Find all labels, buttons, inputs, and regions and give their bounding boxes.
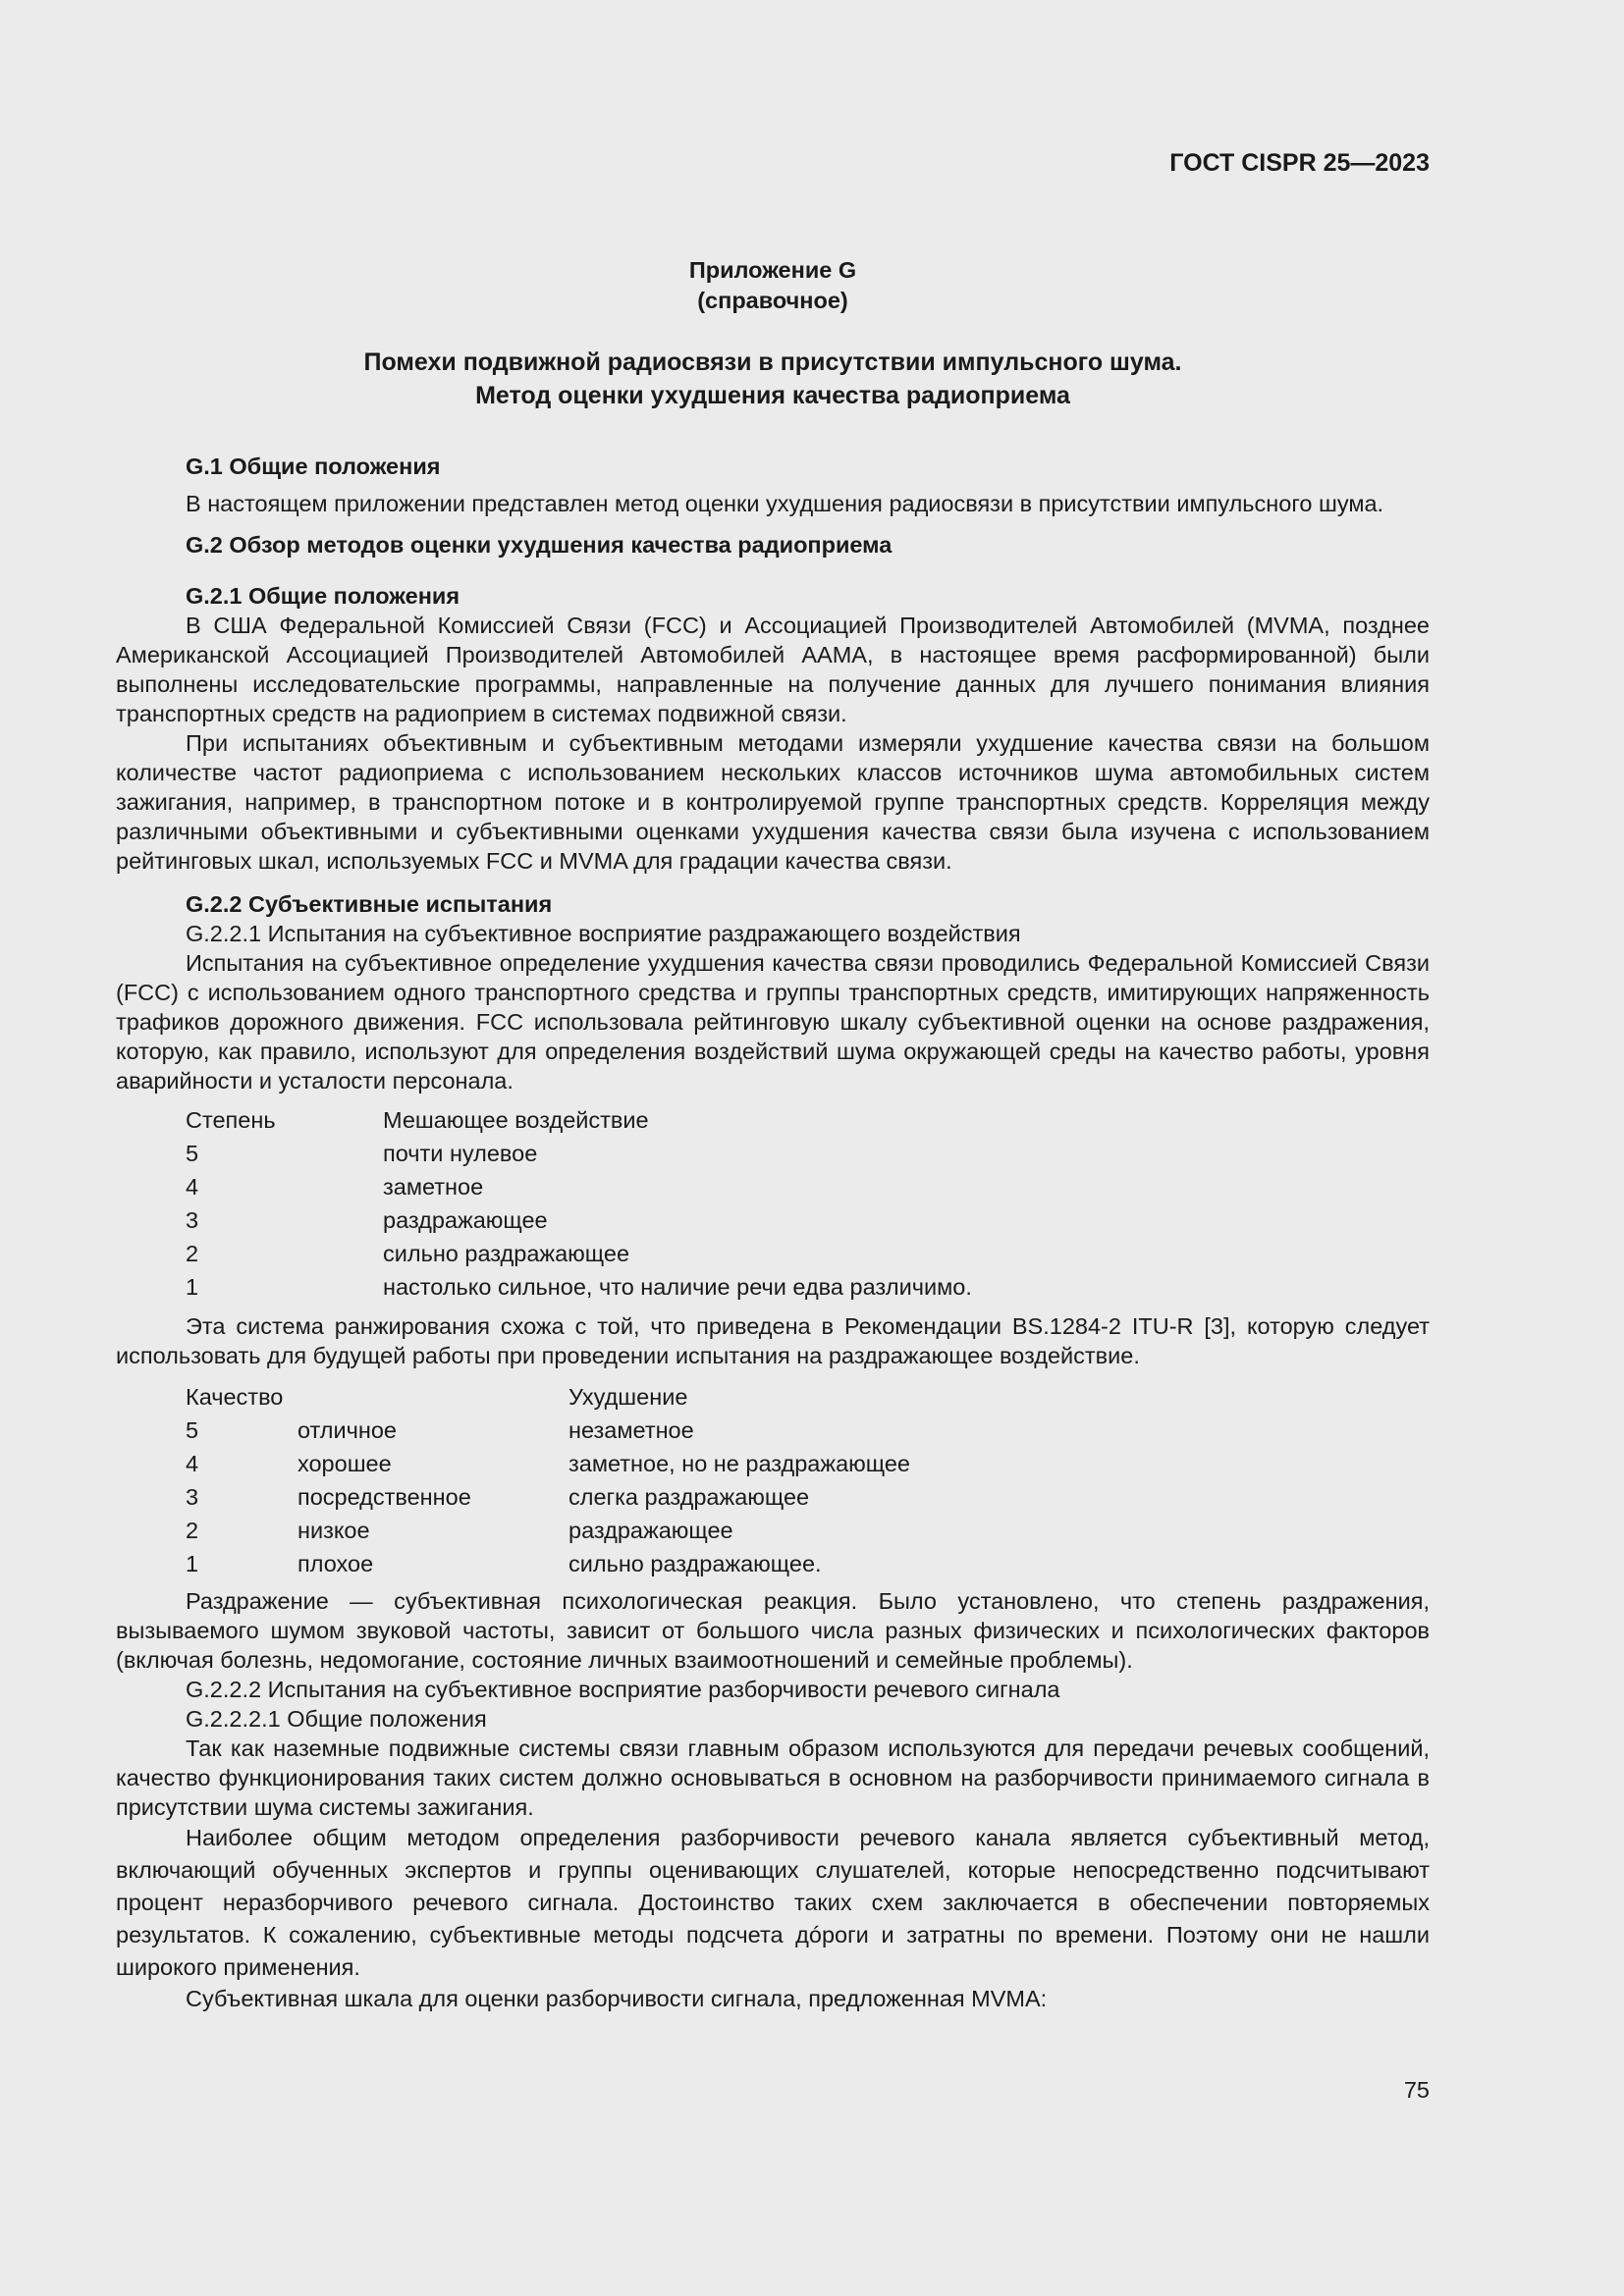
appendix-label: Приложение G xyxy=(688,257,857,283)
table-row xyxy=(186,1203,1430,1237)
table-cell-grade: 2 xyxy=(186,1241,199,1266)
appendix-title-line1: Помехи подвижной радиосвязи в присутствии импульсного шума. xyxy=(363,348,1182,376)
table-row xyxy=(186,1137,1430,1170)
table-header-degradation: Ухудшение xyxy=(568,1384,688,1410)
table-cell-grade: 5 xyxy=(186,1417,199,1443)
table-cell-grade: 4 xyxy=(186,1451,199,1476)
table-cell-quality: плохое xyxy=(298,1551,374,1576)
appendix-kind: (справочное) xyxy=(697,288,848,313)
table-cell-quality: хорошее xyxy=(298,1451,392,1476)
table-cell-degradation: раздражающее xyxy=(568,1518,733,1543)
paragraph: Эта система ранжирования схожа с той, что приведена в Рекомендации BS.1284-2 ITU-R [3], которую следует использовать для будущей работы при проведении испытания на раздражающее воздействие. xyxy=(116,1313,1430,1368)
paragraph: Наиболее общим методом определения разборчивости речевого канала является субъективный метод, включающий обученных экспертов и группы оценивающих слушателей, которые непосредственно подсчитывают процент неразборчивого речевого сигнала. Достоинство таких схем заключается в обеспечении повторяемых результатов. К сожалению, субъективные методы подсчета дóроги и затратны по времени. Поэтому они не нашли широкого применения. xyxy=(116,1825,1430,1980)
table-header-row xyxy=(186,1103,1430,1137)
appendix-title-line2: Метод оценки ухудшения качества радиоприема xyxy=(475,382,1070,409)
paragraph: В США Федеральной Комиссией Связи (FCC) и Ассоциацией Производителей Автомобилей (MVMA, позднее Американской Ассоциацией Производителей Автомобилей AAMA, в настоящее время расформированной) были выполнены исследовательские программы, направленные на получение данных для лучшего понимания влияния транспортных средств на радиоприем в системах подвижной связи. xyxy=(116,613,1430,726)
table-cell-effect: сильно раздражающее xyxy=(383,1241,630,1266)
quality-scale-table xyxy=(116,1380,1430,1580)
table-row xyxy=(186,1170,1430,1203)
appendix-title xyxy=(116,346,1430,412)
paragraph: Испытания на субъективное определение ухудшения качества связи проводились Федеральной Комиссией Связи (FCC) с использованием одного транспортного средства и группы транспортных средств, имитирующих напряженность трафиков дорожного движения. FCC использовала рейтинговую шкалу субъективной оценки на основе раздражения, которую, как правило, используют для определения воздействий шума окружающей среды на качество работы, уровня аварийности и усталости персонала. xyxy=(116,950,1430,1094)
table-cell-grade: 4 xyxy=(186,1174,199,1200)
table-cell-degradation: незаметное xyxy=(568,1417,694,1443)
table-row xyxy=(186,1270,1430,1304)
paragraph: При испытаниях объективным и субъективным методами измеряли ухудшение качества связи на большом количестве частот радиоприема с использованием нескольких классов источников шума автомобильных систем зажигания, например, в транспортном потоке и в контролируемой группе транспортных средств. Корреляция между различными объективными и субъективными оценками ухудшения качества связи была изучена с использованием рейтинговых шкал, используемых FCC и MVMA для градации качества связи. xyxy=(116,730,1430,874)
paragraph: Субъективная шкала для оценки разборчивости сигнала, предложенная MVMA: xyxy=(186,1986,1048,2011)
table-cell-grade: 5 xyxy=(186,1141,199,1166)
table-cell-quality: низкое xyxy=(298,1518,370,1543)
subsection-heading-g221: G.2.2.1 Испытания на субъективное восприятие раздражающего воздействия xyxy=(186,921,1021,946)
table-cell-grade: 1 xyxy=(186,1274,199,1300)
table-cell-degradation: заметное, но не раздражающее xyxy=(568,1451,910,1476)
section-heading-g2: G.2 Обзор методов оценки ухудшения качества радиоприема xyxy=(186,532,893,558)
table-cell-effect: раздражающее xyxy=(383,1207,548,1233)
table-row xyxy=(186,1237,1430,1270)
table-cell-effect: заметное xyxy=(383,1174,484,1200)
table-header-grade: Степень xyxy=(186,1107,276,1133)
section-heading-g21: G.2.1 Общие положения xyxy=(186,583,460,609)
section-heading-g22: G.2.2 Субъективные испытания xyxy=(186,891,553,917)
table-cell-degradation: сильно раздражающее. xyxy=(568,1551,822,1576)
document-code: ГОСТ CISPR 25—2023 xyxy=(1169,149,1430,177)
annoyance-scale-table xyxy=(116,1103,1430,1304)
table-cell-grade: 3 xyxy=(186,1207,199,1233)
subsection-heading-g2221: G.2.2.2.1 Общие положения xyxy=(186,1706,487,1732)
table-cell-quality: отличное xyxy=(298,1417,397,1443)
table-cell-grade: 3 xyxy=(186,1484,199,1510)
table-cell-effect: почти нулевое xyxy=(383,1141,538,1166)
table-header-row xyxy=(186,1380,1430,1414)
table-row xyxy=(186,1447,1430,1480)
table-row xyxy=(186,1514,1430,1547)
paragraph: В настоящем приложении представлен метод оценки ухудшения радиосвязи в присутствии импульсного шума. xyxy=(186,491,1384,516)
table-cell-effect: настолько сильное, что наличие речи едва различимо. xyxy=(383,1274,972,1300)
appendix-heading xyxy=(116,255,1430,316)
page-number: 75 xyxy=(1403,2077,1430,2103)
subsection-heading-g222: G.2.2.2 Испытания на субъективное восприятие разборчивости речевого сигнала xyxy=(186,1677,1060,1702)
section-heading-g1: G.1 Общие положения xyxy=(186,454,441,479)
table-row xyxy=(186,1547,1430,1580)
table-cell-grade: 1 xyxy=(186,1551,199,1576)
document-page xyxy=(116,147,1430,2013)
table-header-effect: Мешающее воздействие xyxy=(383,1107,649,1133)
paragraph: Так как наземные подвижные системы связи главным образом используются для передачи речевых сообщений, качество функционирования таких систем должно основываться в основном на разборчивости принимаемого сигнала в присутствии шума системы зажигания. xyxy=(116,1735,1430,1820)
table-cell-degradation: слегка раздражающее xyxy=(568,1484,810,1510)
table-header-quality: Качество xyxy=(186,1384,284,1410)
paragraph: Раздражение — субъективная психологическая реакция. Было установлено, что степень раздражения, вызываемого шумом звуковой частоты, зависит от большого числа разных физических и психологических факторов (включая болезнь, недомогание, состояние личных взаимоотношений и семейные проблемы). xyxy=(116,1588,1430,1673)
table-row xyxy=(186,1480,1430,1514)
table-row xyxy=(186,1414,1430,1447)
table-cell-quality: посредственное xyxy=(298,1484,471,1510)
table-cell-grade: 2 xyxy=(186,1518,199,1543)
